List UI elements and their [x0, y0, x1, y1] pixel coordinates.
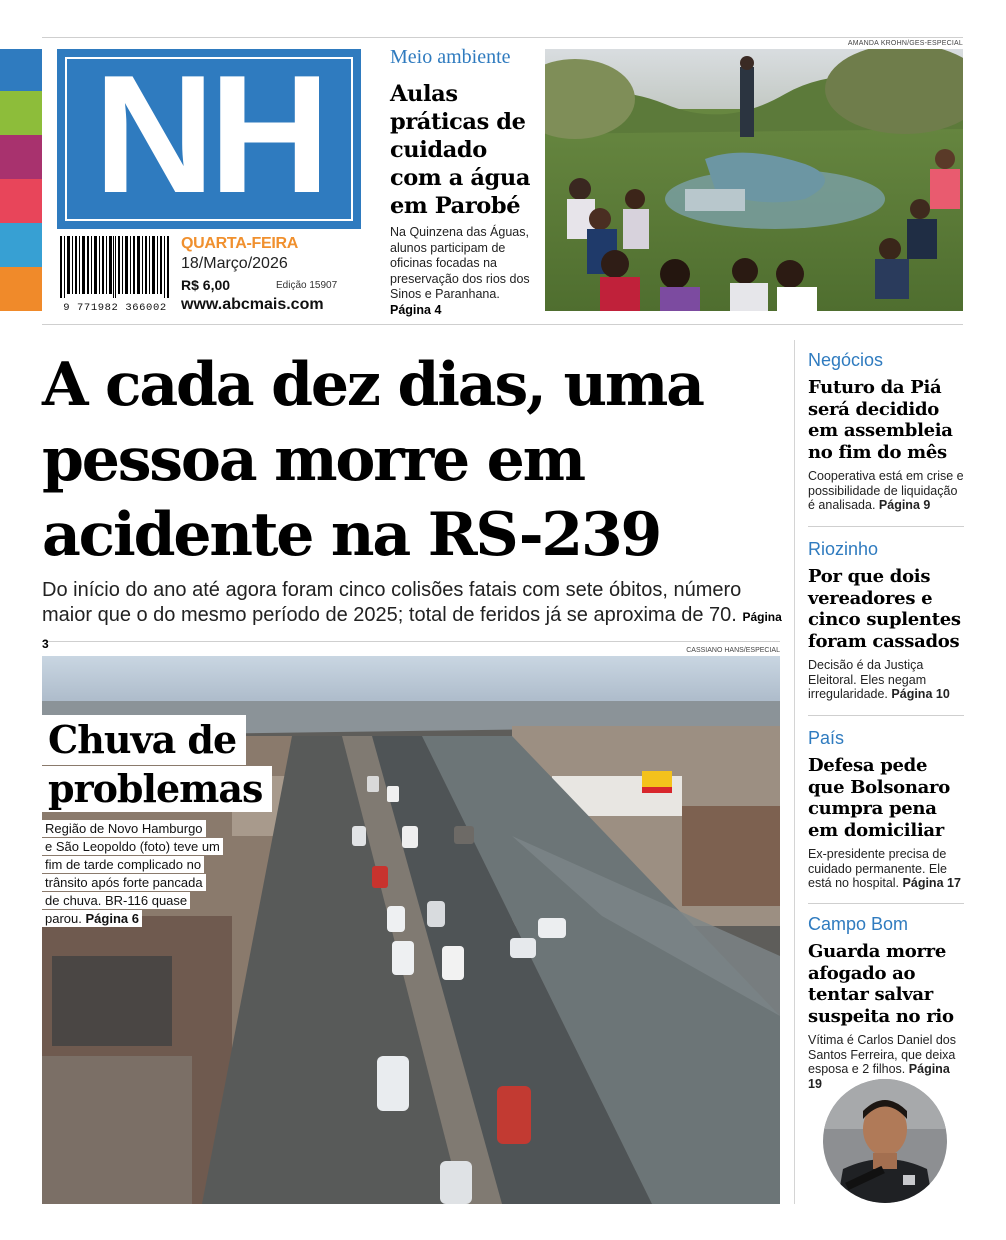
sidebar-summary-text: Cooperativa está em crise e possibilidade de liquidação é analisada. — [808, 469, 964, 512]
column-divider — [794, 340, 795, 1204]
students-outdoor-photo[interactable] — [545, 49, 963, 311]
sidebar-item-negocios[interactable] — [808, 350, 964, 513]
main-photo-credit: CASSIANO HANS/ESPECIAL — [686, 647, 780, 654]
caption-line: parou. — [45, 911, 82, 926]
main-summary-text: Do início do ano até agora foram cinco colisões fatais com sete óbitos, número maior que o do mesmo período de 2025; total de feridos já se aproxima de 70. — [42, 579, 742, 626]
top-teaser-page-ref[interactable]: Página 4 — [390, 302, 442, 317]
color-strip-orange — [0, 267, 42, 311]
sidebar-section: Riozinho — [808, 539, 879, 559]
sidebar-section: Campo Bom — [808, 914, 909, 934]
website-link[interactable]: www.abcmais.com — [181, 296, 324, 313]
sidebar-summary — [808, 658, 964, 702]
edition-number: Edição 15907 — [276, 280, 338, 291]
main-headline[interactable]: A cada dez dias, uma pessoa morre em acidente na RS-239 — [42, 350, 703, 570]
photo-title-line2: problemas — [42, 766, 272, 812]
weekday: QUARTA-FEIRA — [181, 235, 298, 252]
photo-title-line1: Chuva de — [42, 715, 246, 765]
logo-text: NH — [93, 40, 325, 228]
issue-price: R$ 6,00 — [181, 277, 231, 293]
guard-portrait-photo — [823, 1079, 947, 1203]
color-strip-blue — [0, 49, 42, 91]
sidebar-divider — [808, 903, 964, 904]
issue-date: 18/Março/2026 — [181, 255, 288, 272]
main-story-page-ref[interactable]: Página 3 — [42, 610, 782, 651]
caption-line: Região de Novo Hamburgo — [42, 820, 206, 837]
sidebar-item-pais[interactable] — [808, 728, 964, 891]
caption-line: fim de tarde complicado no — [42, 856, 204, 873]
color-strip-cyan — [0, 223, 42, 267]
color-strip-red — [0, 179, 42, 223]
caption-line: trânsito após forte pancada — [42, 874, 206, 891]
sidebar-page-ref[interactable]: Página 17 — [902, 876, 961, 890]
nh-logo[interactable] — [57, 40, 361, 229]
top-teaser-section: Meio ambiente — [390, 46, 511, 68]
sidebar-summary — [808, 847, 964, 891]
sidebar-item-campo-bom[interactable] — [808, 914, 964, 1091]
top-photo-credit: AMANDA KROHN/GES-ESPECIAL — [847, 40, 963, 47]
barcode-number: 9 771982 366002 — [63, 302, 167, 314]
top-teaser-summary — [390, 225, 540, 318]
sidebar-headline[interactable]: Guarda morre afogado ao tentar salvar suspeita no rio — [808, 941, 954, 1027]
sidebar-page-ref[interactable]: Página 19 — [808, 1062, 950, 1091]
main-story-summary — [42, 578, 782, 657]
sidebar-divider — [808, 715, 964, 716]
sidebar-section: País — [808, 728, 845, 748]
sidebar-headline[interactable]: Por que dois vereadores e cinco suplentes foram cassados — [808, 566, 961, 652]
sidebar-summary — [808, 469, 964, 513]
photo-page-ref[interactable]: Página 6 — [85, 911, 139, 926]
color-strip-purple — [0, 135, 42, 179]
caption-line: e São Leopoldo (foto) teve um — [42, 838, 223, 855]
top-teaser-summary-text: Na Quinzena das Águas, alunos participam de oficinas focadas na preservação dos rios dos Sinos e Paranhana. — [390, 225, 530, 301]
top-rule — [42, 37, 963, 38]
sidebar-divider — [808, 526, 964, 527]
sidebar-summary-text: Ex-presidente precisa de cuidado permanente. Ele está no hospital. — [808, 847, 947, 890]
photo-caption — [42, 820, 238, 928]
sidebar-section: Negócios — [808, 350, 884, 370]
sidebar-page-ref[interactable]: Página 10 — [891, 687, 950, 701]
top-teaser-headline[interactable]: Aulas práticas de cuidado com a água em Parobé — [390, 81, 531, 219]
barcode-icon — [60, 236, 170, 298]
masthead-bottom-rule — [42, 324, 963, 325]
sidebar-summary-text: Decisão é da Justiça Eleitoral. Eles negam irregularidade. — [808, 658, 927, 701]
color-strip-green — [0, 91, 42, 135]
sidebar-headline[interactable]: Defesa pede que Bolsonaro cumpra pena em domiciliar — [808, 755, 950, 841]
sidebar-page-ref[interactable]: Página 9 — [878, 498, 931, 512]
sidebar-summary-text: Vítima é Carlos Daniel dos Santos Ferreira, que deixa esposa e 2 filhos. — [808, 1033, 956, 1076]
sidebar-headline[interactable]: Futuro da Piá será decidido em assembleia no fim do mês — [808, 377, 953, 463]
caption-line: de chuva. BR-116 quase — [42, 892, 190, 909]
sidebar-item-riozinho[interactable] — [808, 539, 964, 702]
